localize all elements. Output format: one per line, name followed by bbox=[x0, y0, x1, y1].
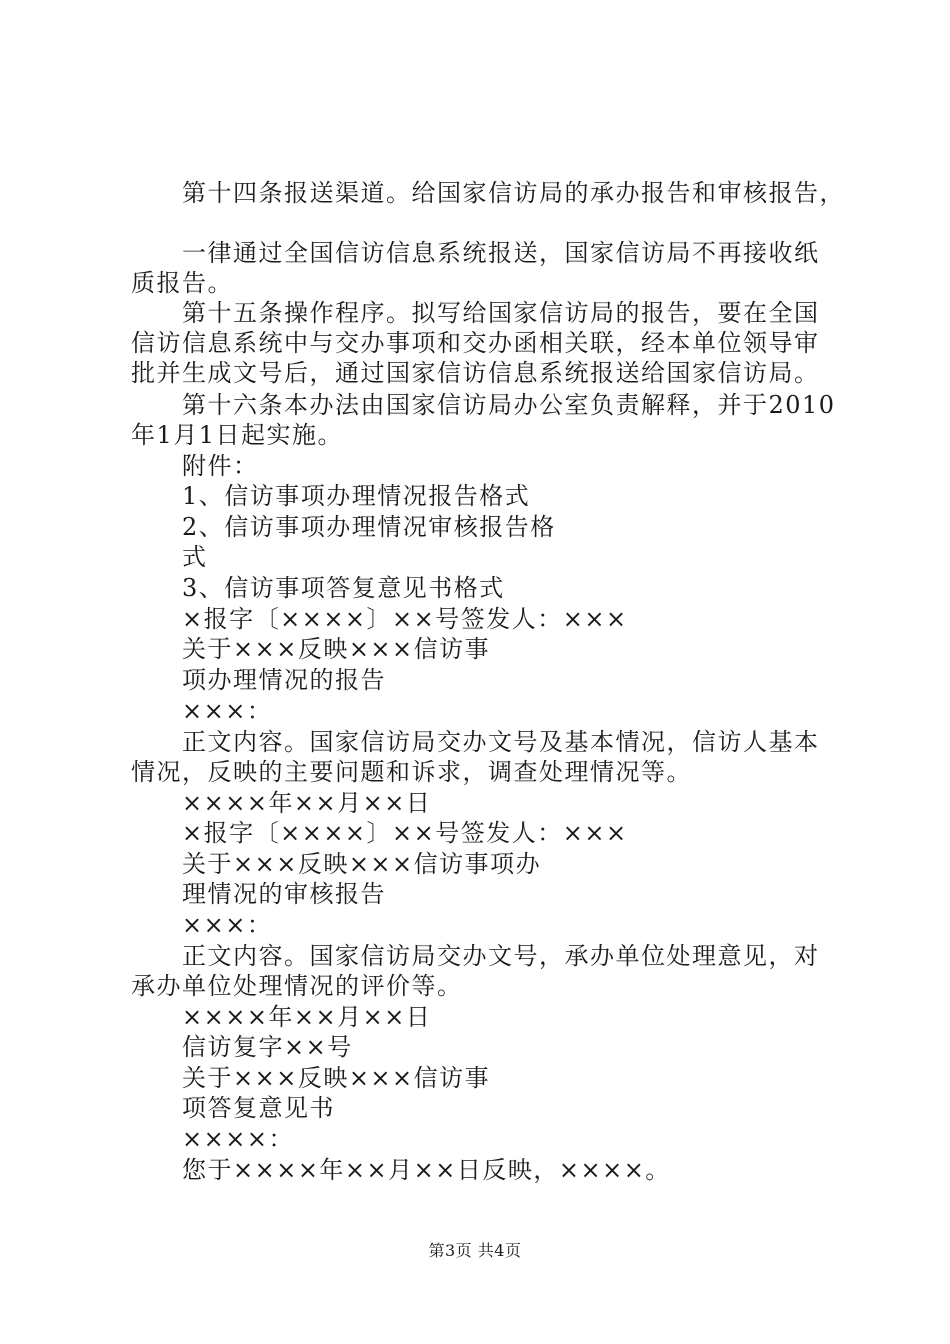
paragraph-line: 正文内容。国家信访局交办文号及基本情况，信访人基本 bbox=[182, 728, 820, 756]
paragraph-line: ××××： bbox=[182, 1125, 294, 1153]
paragraph-line: 质报告。 bbox=[131, 269, 233, 297]
paragraph-line: ×报字〔××××〕××号签发人：××× bbox=[182, 605, 628, 633]
paragraph-line: 正文内容。国家信访局交办文号，承办单位处理意见，对 bbox=[182, 942, 820, 970]
paragraph-line: 第十六条本办法由国家信访局办公室负责解释，并于2010 bbox=[182, 391, 836, 419]
paragraph-line: 关于×××反映×××信访事项办 bbox=[182, 850, 542, 878]
paragraph-line: 信访复字××号 bbox=[182, 1033, 353, 1061]
paragraph-line: 承办单位处理情况的评价等。 bbox=[131, 972, 463, 1000]
paragraph-line: ××××年××月××日 bbox=[182, 789, 432, 817]
paragraph-line: 一律通过全国信访信息系统报送，国家信访局不再接收纸 bbox=[182, 239, 820, 267]
paragraph-line: 信访信息系统中与交办事项和交办函相关联，经本单位领导审 bbox=[131, 329, 820, 357]
list-item: 式 bbox=[182, 543, 208, 571]
paragraph-line: 关于×××反映×××信访事 bbox=[182, 635, 491, 663]
paragraph-line: ×××： bbox=[182, 697, 273, 725]
list-item: 2、信访事项办理情况审核报告格 bbox=[182, 513, 556, 541]
paragraph-line: 项办理情况的报告 bbox=[182, 666, 386, 694]
paragraph-line: 附件： bbox=[182, 452, 259, 480]
paragraph-line: 第十五条操作程序。拟写给国家信访局的报告，要在全国 bbox=[182, 299, 820, 327]
paragraph-line: 情况，反映的主要问题和诉求，调查处理情况等。 bbox=[131, 758, 692, 786]
paragraph-line: ×报字〔××××〕××号签发人：××× bbox=[182, 819, 628, 847]
paragraph-line: 第十四条报送渠道。给国家信访局的承办报告和审核报告， bbox=[182, 179, 845, 207]
list-item: 1、信访事项办理情况报告格式 bbox=[182, 482, 531, 510]
paragraph-line: ××××年××月××日 bbox=[182, 1003, 432, 1031]
paragraph-line: 年1月1日起实施。 bbox=[131, 421, 344, 449]
paragraph-line: 批并生成文号后，通过国家信访信息系统报送给国家信访局。 bbox=[131, 359, 820, 387]
paragraph-line: 理情况的审核报告 bbox=[182, 880, 386, 908]
paragraph-line: 您于××××年××月××日反映，××××。 bbox=[182, 1156, 671, 1184]
paragraph-line: 项答复意见书 bbox=[182, 1094, 335, 1122]
list-item: 3、信访事项答复意见书格式 bbox=[182, 574, 505, 602]
paragraph-line: ×××： bbox=[182, 911, 273, 939]
paragraph-line: 关于×××反映×××信访事 bbox=[182, 1064, 491, 1092]
page-number-footer: 第3页 共4页 bbox=[428, 1241, 522, 1260]
